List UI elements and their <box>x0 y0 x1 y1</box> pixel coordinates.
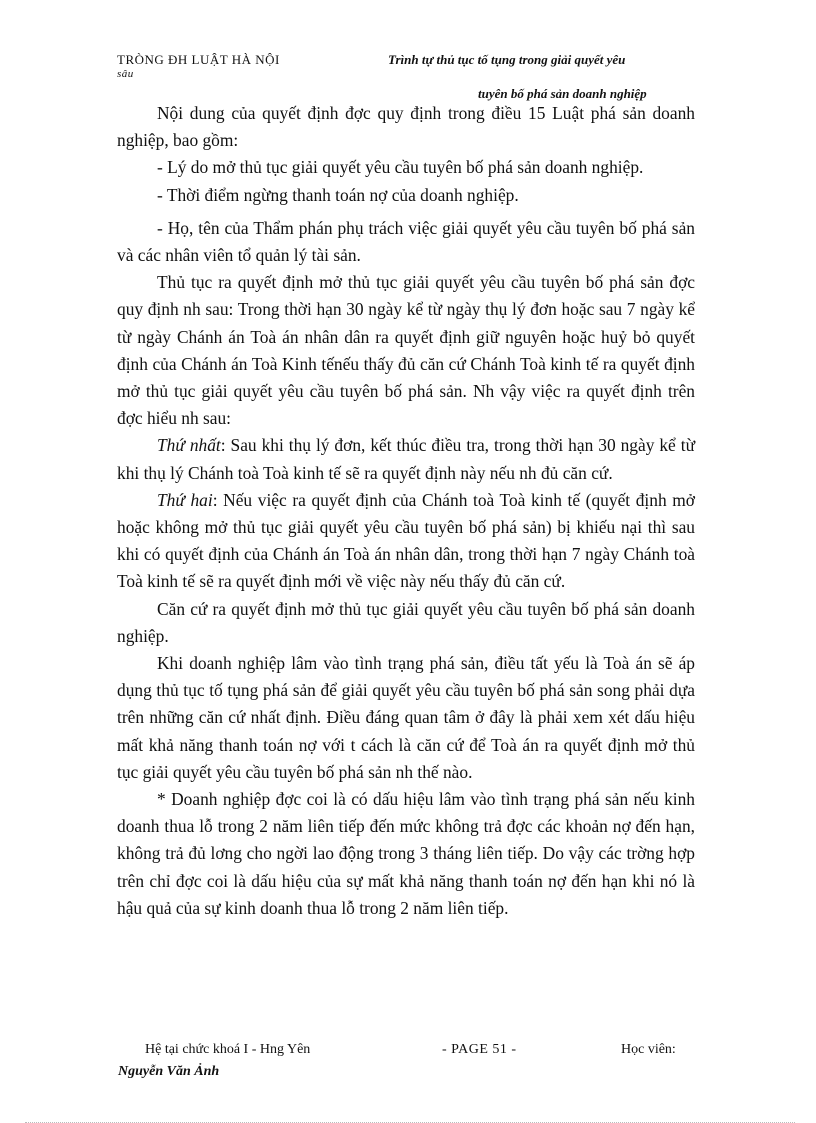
header-title-line2: tuyên bố phá sản doanh nghiệp <box>478 86 647 101</box>
paragraph-text: Sau khi thụ lý đơn, kết thúc điều tra, trong thời hạn 30 ngày kể từ khi thụ lý Chánh toà Toà kinh tế sẽ ra quyết định này nếu nh đủ căn cứ. <box>117 435 695 483</box>
list-item: - Họ, tên của Thẩm phán phụ trách việc giải quyết yêu cầu tuyên bố phá sản và các nhân viên tổ quản lý tài sản. <box>117 217 695 266</box>
paragraph: Căn cứ ra quyết định mở thủ tục giải quyết yêu cầu tuyên bố phá sản doanh nghiệp. <box>117 598 695 646</box>
header-school-line2: sâu <box>117 68 134 80</box>
paragraph: Thủ tục ra quyết định mở thủ tục giải quyết yêu cầu tuyên bố phá sản đợc quy định nh sau: Trong thời hạn 30 ngày kể từ ngày thụ lý đơn hoặc sau 7 ngày kể từ ngày Chánh án Toà án nhân dân ra quyết định giữ nguyên hoặc huỷ bỏ quyết định của Chánh án Toà Kinh tếnếu thấy đủ căn cứ Chánh Toà kinh tế ra quyết định mở thủ tục giải quyết yêu cầu tuyên bố phá sản. Nh vậy việc ra quyết định trên đợc hiểu nh sau: <box>117 272 695 429</box>
page-number: - PAGE 51 - <box>442 1042 517 1057</box>
lead-word-second: Thứ hai <box>157 489 213 510</box>
paragraph-first-point: Thứ nhất: Sau khi thụ lý đơn, kết thúc điều tra, trong thời hạn 30 ngày kể từ khi thụ lý Chánh toà Toà kinh tế sẽ ra quyết định này nếu nh đủ căn cứ. <box>117 435 695 483</box>
header-school-name: TRÒNG ĐH LUẬT HÀ NỘI <box>117 52 280 67</box>
list-item: - Lý do mở thủ tục giải quyết yêu cầu tuyên bố phá sản doanh nghiệp. <box>157 157 644 178</box>
footer-student-name: Nguyễn Văn Ảnh <box>118 1064 220 1079</box>
list-item: - Thời điểm ngừng thanh toán nợ của doanh nghiệp. <box>157 184 519 205</box>
paragraph: Khi doanh nghiệp lâm vào tình trạng phá sản, điều tất yếu là Toà án sẽ áp dụng thủ tục tố tụng phá sản để giải quyết yêu cầu tuyên bố phá sản song phải dựa trên những căn cứ nhất định. Điều đáng quan tâm ở đây là phải xem xét dấu hiệu mất khả năng thanh toán nợ với t cách là căn cứ để Toà án ra quyết định mở thủ tục giải quyết yêu cầu tuyên bố phá sản nh thế nào. <box>117 653 695 782</box>
paragraph: Nội dung của quyết định đợc quy định trong điều 15 Luật phá sản doanh nghiệp, bao gồm: <box>117 103 695 151</box>
paragraph-text: Nếu việc ra quyết định của Chánh toà Toà kinh tế (quyết định mở hoặc không mở thủ tục giải quyết yêu cầu tuyên bố phá sản) bị khiếu nại thì sau khi có quyết định của Chánh án Toà án nhân dân, trong thời hạn 7 ngày Chánh toà Toà kinh tế sẽ ra quyết định mới về việc này nếu thấy đủ căn cứ. <box>117 489 695 592</box>
document-body <box>117 100 695 922</box>
footer-course: Hệ tại chức khoá I - Hng Yên <box>145 1042 311 1057</box>
lead-word-first: Thứ nhất <box>157 435 221 456</box>
header-title-line1: Trình tự thủ tục tố tụng trong giải quyết yêu <box>388 52 626 67</box>
footer-student-label: Học viên: <box>621 1042 676 1057</box>
header-title <box>388 52 708 101</box>
paragraph: * Doanh nghiệp đợc coi là có dấu hiệu lâm vào tình trạng phá sản nếu kinh doanh thua lỗ trong 2 năm liên tiếp đến mức không trả đợc các khoản nợ đến hạn, không trả đủ lơng cho ngời lao động trong 3 tháng liên tiếp. Do vậy các trờng hợp trên chỉ đợc coi là dấu hiệu của sự mất khả năng thanh toán nợ đến hạn khi nó là hậu quả của sự kinh doanh thua lỗ trong 2 năm liên tiếp. <box>117 789 695 918</box>
paragraph-second-point: Thứ hai: Nếu việc ra quyết định của Chánh toà Toà kinh tế (quyết định mở hoặc không mở thủ tục giải quyết yêu cầu tuyên bố phá sản) bị khiếu nại thì sau khi có quyết định của Chánh án Toà án nhân dân, trong thời hạn 7 ngày Chánh toà Toà kinh tế sẽ ra quyết định mới về việc này nếu thấy đủ căn cứ. <box>117 489 695 592</box>
header-school <box>117 53 280 81</box>
